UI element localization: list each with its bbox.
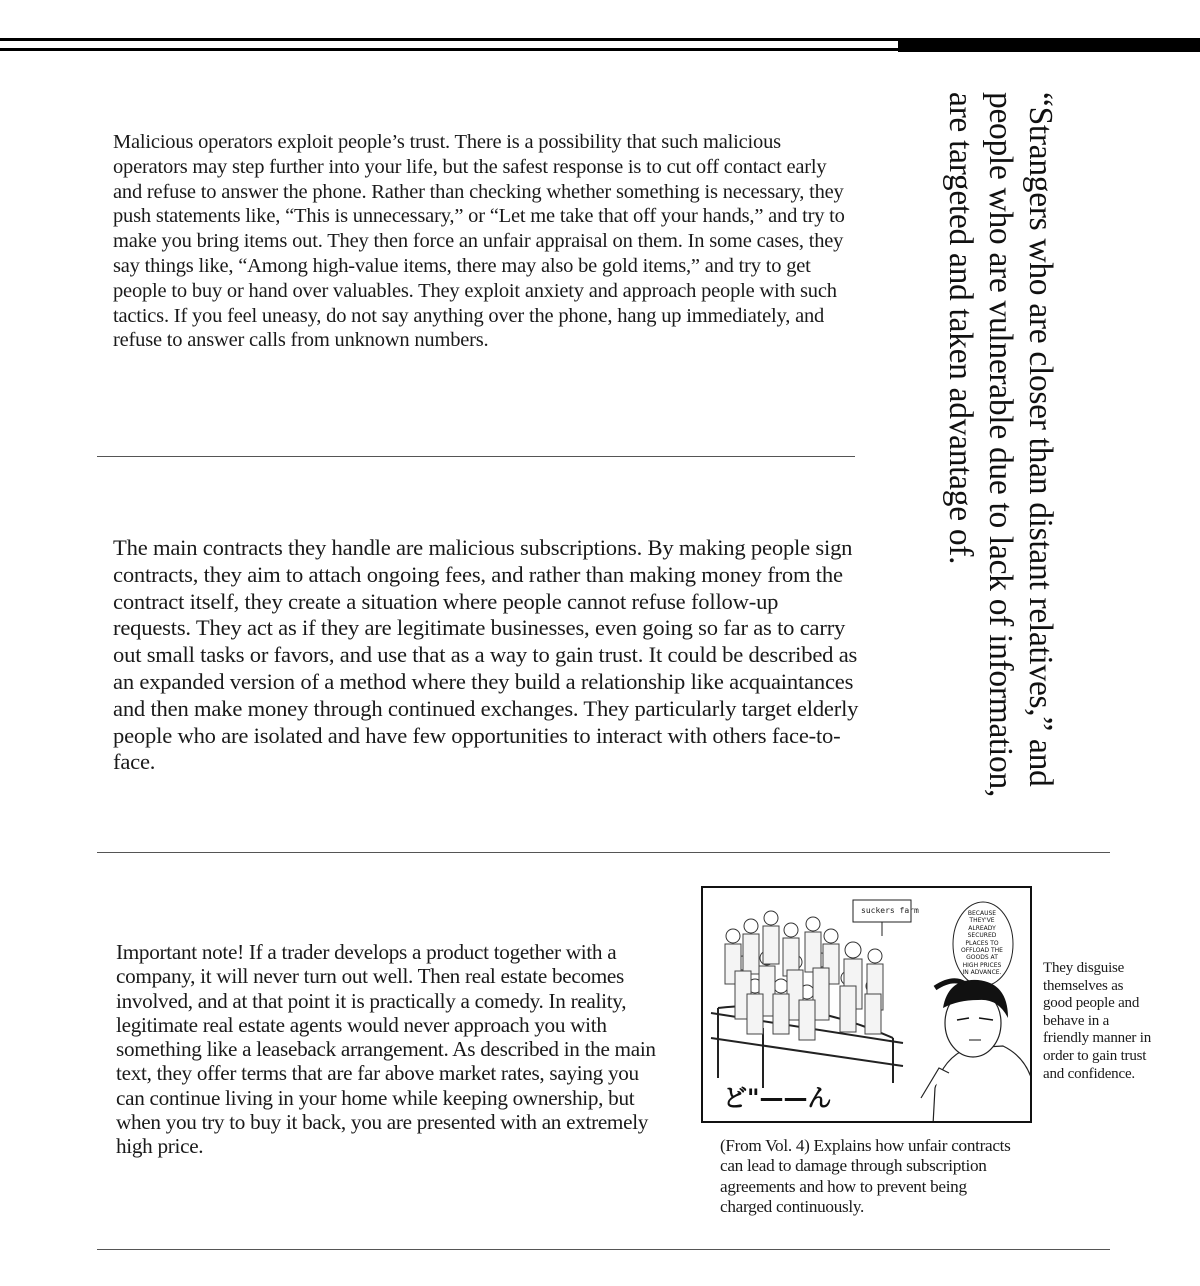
header-rule-thick: [898, 38, 1200, 52]
body-paragraph-1: Malicious operators exploit people’s trust. There is a possibility that such malicious operators may step further into your life, but the safest response is to cut off contact early and refuse to answer the phone. Rather than checking whether something is necessary, they push statements like, “This is unnecessary,” or “Let me take that off your hands,” and try to make you bring items out. They then force an unfair appraisal on them. In some cases, they say things like, “Among high-value items, there may also be gold items,” and try to get people to buy or hand over valuables. They exploit anxiety and approach people with such tactics. If you feel uneasy, do not say anything over the phone, hang up immediately, and refuse to answer calls from unknown numbers.: [113, 131, 845, 352]
manga-panel: [701, 886, 1032, 1123]
section-divider-1: [97, 456, 855, 457]
section-divider-2: [97, 852, 1110, 853]
manga-sign-text: suckers farm: [861, 906, 919, 915]
image-caption: (From Vol. 4) Explains how unfair contracts can lead to damage through subscription agreements and how to prevent being charged continuously.: [720, 1136, 1011, 1216]
manga-sound-effect: ど"——ん: [723, 1084, 832, 1112]
side-note: They disguise themselves as good people and behave in a friendly manner in order to gain trust and confidence.: [1043, 960, 1152, 1082]
vertical-pull-quote: “Strangers who are closer than distant relatives,” and people who are vulnerable due to lack of information, are targeted and taken advantage of.: [942, 92, 1059, 798]
body-paragraph-2: The main contracts they handle are malicious subscriptions. By making people sign contracts, they aim to attach ongoing fees, and rather than making money from the contract itself, they create a situation where people cannot refuse follow-up requests. They act as if they are legitimate businesses, even going so far as to carry out small tasks or favors, and use that as a way to gain trust. It could be described as an expanded version of a method where they build a relationship like acquaintances and then make money through continued exchanges. They particularly target elderly people who are isolated and have few opportunities to interact with others face-to-face.: [113, 535, 859, 775]
header-rule-thin-lower: [0, 48, 900, 51]
important-note-paragraph: Important note! If a trader develops a product together with a company, it will never turn out well. Then real estate becomes involved, and at that point it is practically a comedy. In reality, legitimate real estate agents would never approach you with something like a leaseback arrangement. As described in the main text, they offer terms that are far above market rates, saying you can continue living in your home while keeping ownership, but when you try to buy it back, you are presented with an extremely high price.: [116, 940, 656, 1159]
section-divider-3: [97, 1249, 1110, 1250]
manga-speech-bubble: BECAUSE THEY'VE ALREADY SECURED PLACES TO OFFLOAD THE GOODS AT HIGH PRICES IN ADVANCE.: [961, 910, 1003, 977]
